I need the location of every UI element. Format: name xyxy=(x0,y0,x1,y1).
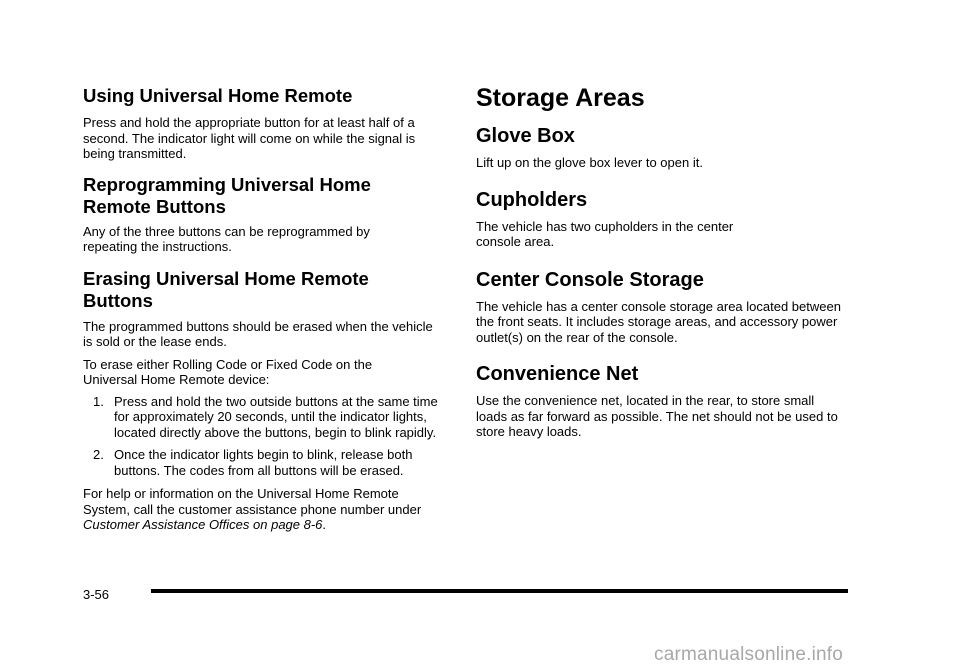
heading-erasing: Erasing Universal Home Remote Buttons xyxy=(83,267,369,311)
help-text-end: . xyxy=(322,517,327,532)
left-column xyxy=(83,0,453,533)
heading-cupholders: Cupholders xyxy=(476,188,588,211)
paragraph-convenience-net: Use the convenience net, located in the rear, to store small loads as far forward as possible. The net should not be used to store heavy loads. xyxy=(476,393,838,439)
heading-convenience-net: Convenience Net xyxy=(476,363,639,385)
heading-glove-box: Glove Box xyxy=(476,125,575,147)
heading-center-console-storage: Center Console Storage xyxy=(476,268,704,291)
page-number: 3-56 xyxy=(83,587,110,602)
paragraph-center-console: The vehicle has a center console storage area located between the front seats. It includes storage areas, and accessory power outlet(s) on the rear of the console. xyxy=(476,298,841,345)
list-item-text: Press and hold the two outside buttons at the same time for approximately 20 seconds, until the indicator lights, located directly above the buttons, begin to blink rapidly. xyxy=(114,393,438,440)
paragraph-erasing-2: To erase either Rolling Code or Fixed Code on the Universal Home Remote device: xyxy=(83,356,373,387)
list-item-number: 1. xyxy=(93,393,104,409)
heading-reprogramming: Reprogramming Universal Home Remote Buttons xyxy=(83,173,371,217)
paragraph-erasing-1: The programmed buttons should be erased when the vehicle is sold or the lease ends. xyxy=(83,318,433,349)
list-item xyxy=(83,394,445,441)
heading-using-universal-home-remote: Using Universal Home Remote xyxy=(83,85,353,106)
watermark: carmanualsonline.info xyxy=(654,644,844,665)
paragraph-help xyxy=(83,486,445,533)
paragraph-glove-box: Lift up on the glove box lever to open it. xyxy=(476,155,703,170)
paragraph-cupholders: The vehicle has two cupholders in the center console area. xyxy=(476,218,734,249)
list-item-text: Once the indicator lights begin to blink, release both buttons. The codes from all buttons will be erased. xyxy=(114,447,413,478)
paragraph-reprogramming: Any of the three buttons can be reprogrammed by repeating the instructions. xyxy=(83,223,370,254)
right-column xyxy=(476,0,856,440)
help-text: For help or information on the Universal Home Remote System, call the customer assistance phone number under xyxy=(83,486,422,517)
cross-reference-link[interactable]: Customer Assistance Offices on page 8-6 xyxy=(83,517,323,532)
footer-rule xyxy=(151,589,848,593)
list-item xyxy=(83,447,445,478)
paragraph-using: Press and hold the appropriate button for at least half of a second. The indicator light will come on while the signal is being transmitted. xyxy=(83,115,416,161)
erase-steps-list xyxy=(83,394,445,479)
heading-storage-areas: Storage Areas xyxy=(476,84,645,112)
list-item-number: 2. xyxy=(93,447,104,462)
